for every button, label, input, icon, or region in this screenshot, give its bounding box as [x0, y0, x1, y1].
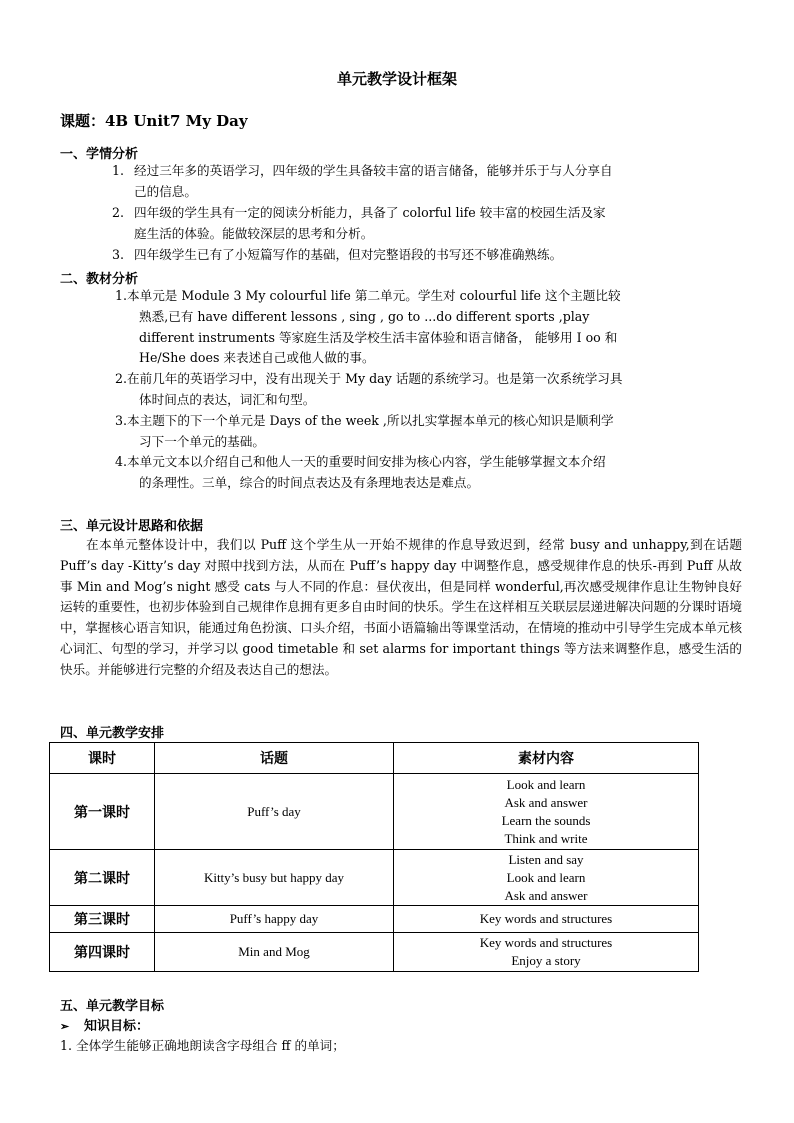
section1-item-continuation: 己的信息。	[134, 184, 197, 199]
period-cell: 第三课时	[50, 906, 155, 933]
section2-item-number: 1.	[115, 288, 128, 303]
topic-cell: Min and Mog	[155, 933, 394, 972]
period-cell: 第二课时	[50, 850, 155, 906]
table-header-row	[50, 743, 699, 774]
section1-item-number: 3.	[112, 247, 125, 262]
section2-item-1	[115, 286, 715, 307]
teaching-plan-table	[49, 742, 699, 972]
section1-item-1	[112, 161, 712, 182]
period-cell: 第一课时	[50, 774, 155, 850]
section1-item-text: 四年级的学生具有一定的阅读分析能力，具备了 colorful life 较丰富的校园生活及家	[134, 205, 606, 220]
material-line: Ask and answer	[504, 794, 588, 810]
materials-cell	[394, 774, 699, 850]
header-topic: 话题	[155, 743, 394, 774]
section1-item-number: 2.	[112, 205, 125, 220]
section1-item-3	[112, 245, 712, 266]
material-line: Enjoy a story	[511, 953, 581, 968]
document-title: 单元教学设计框架	[336, 70, 457, 88]
section2-item-text: 本主题下的下一个单元是 Days of the week ,所以扎实掌握本单元的核心知识是顺利学	[127, 412, 614, 428]
material-line: Listen and say	[508, 851, 584, 867]
table-row	[50, 906, 699, 933]
material-line: Key words and structures	[479, 911, 613, 926]
section5-heading: 五、单元教学目标	[60, 999, 165, 1014]
section2-heading: 二、教材分析	[60, 272, 139, 287]
section1-item-number: 1.	[112, 163, 125, 178]
material-line: Learn the sounds	[501, 812, 591, 828]
material-line: Ask and answer	[504, 887, 588, 903]
material-line: Key words and structures	[479, 935, 613, 950]
topic-cell: Kitty’s busy but happy day	[155, 850, 394, 906]
knowledge-goal-label: 知识目标：	[84, 1019, 150, 1034]
header-period: 课时	[50, 743, 155, 774]
section2-item-number: 4.	[115, 454, 128, 470]
materials-cell	[394, 933, 699, 972]
section2-item-text: 本单元是 Module 3 My colourful life 第二单元。学生对 colourful life 这个主题比较	[127, 288, 621, 303]
section1-heading: 一、学情分析	[60, 147, 139, 162]
section1-item-2	[112, 203, 712, 224]
section2-item-text: 在前几年的英语学习中，没有出现关于 My day 话题的系统学习。也是第一次系统学习具	[127, 371, 623, 387]
material-line: Look and learn	[506, 869, 586, 885]
table-row	[50, 774, 699, 850]
section2-item-4	[115, 452, 715, 473]
section2-item-text: 本单元文本以介绍自己和他人一天的重要时间安排为核心内容，学生能够掌握文本介绍	[127, 454, 606, 470]
section2-item-3	[115, 411, 715, 432]
goal-line-1: 1. 全体学生能够正确地朗读含字母组合 ff 的单词；	[60, 1038, 345, 1053]
section1-item-text: 四年级学生已有了小短篇写作的基础，但对完整语段的书写还不够准确熟练。	[134, 247, 563, 262]
lesson-title: 课题：4B Unit7 My Day	[60, 112, 248, 130]
materials-cell	[394, 850, 699, 906]
table-row	[50, 933, 699, 972]
section2-item-continuation: 熟悉,已有 have different lessons , sing , go to ...do different sports ,play	[139, 308, 590, 324]
header-materials: 素材内容	[394, 743, 699, 774]
material-line: Look and learn	[506, 776, 586, 792]
section2-item-2	[115, 369, 715, 390]
section1-item-continuation: 庭生活的体验。能做较深层的思考和分析。	[134, 226, 374, 241]
section1-item-text: 经过三年多的英语学习，四年级的学生具备较丰富的语言储备，能够并乐于与人分享自	[134, 163, 613, 178]
section2-item-number: 3.	[115, 412, 128, 428]
section2-item-number: 2.	[115, 371, 128, 387]
topic-cell: Puff’s day	[155, 774, 394, 850]
knowledge-goal-bullet	[60, 1015, 149, 1034]
period-cell: 第四课时	[50, 933, 155, 972]
arrow-bullet-icon: ➢	[60, 1020, 70, 1033]
topic-cell: Puff’s happy day	[155, 906, 394, 933]
materials-cell	[394, 906, 699, 933]
section2-item-continuation: different instruments 等家庭生活及学校生活丰富体验和语言储备， 能够用 I oo 和	[139, 329, 618, 345]
section2-item-continuation: 的条理性。三单，综合的时间点表达及有条理地表达是难点。	[139, 475, 480, 491]
section3-heading: 三、单元设计思路和依据	[60, 519, 204, 534]
section2-item-continuation: He/She does 来表述自己或他人做的事。	[139, 350, 375, 366]
section2-item-continuation: 习下一个单元的基础。	[139, 433, 265, 449]
material-line: Think and write	[504, 830, 588, 846]
section4-heading: 四、单元教学安排	[60, 726, 165, 741]
section2-item-continuation: 体时间点的表达，词汇和句型。	[139, 392, 316, 407]
table-row	[50, 850, 699, 906]
section3-body: 在本单元整体设计中，我们以 Puff 这个学生从一开始不规律的作息导致迟到，经常 busy and unhappy,到在话题 Puff’s day -Kitty’s day 对照中找到方法，从而在 Puff’s happy day 中调整作息，感受规律作息的快乐-再到 Puff 从故事 Min and Mog’s night 感受 cats 与人不同的作息：昼伏夜出，但是同样 wonderful,再次感受规律作息让生物钟良好运转的重要性，也初步体验到自己规律作息拥有更多自由时间的快乐。学生在这样相互关联层层递进解决问题的分课时语境中，掌握核心语言知识，能通过角色扮演、口头介绍，书面小语篇输出等课堂活动，在情境的推动中引导学生完成本单元核心词汇、句型的学习，并学习以 good timetable 和 set alarms for important things 等方法来调整作息，感受生活的快乐。并能够进行完整的介绍及表达自己的想法。	[60, 537, 742, 677]
